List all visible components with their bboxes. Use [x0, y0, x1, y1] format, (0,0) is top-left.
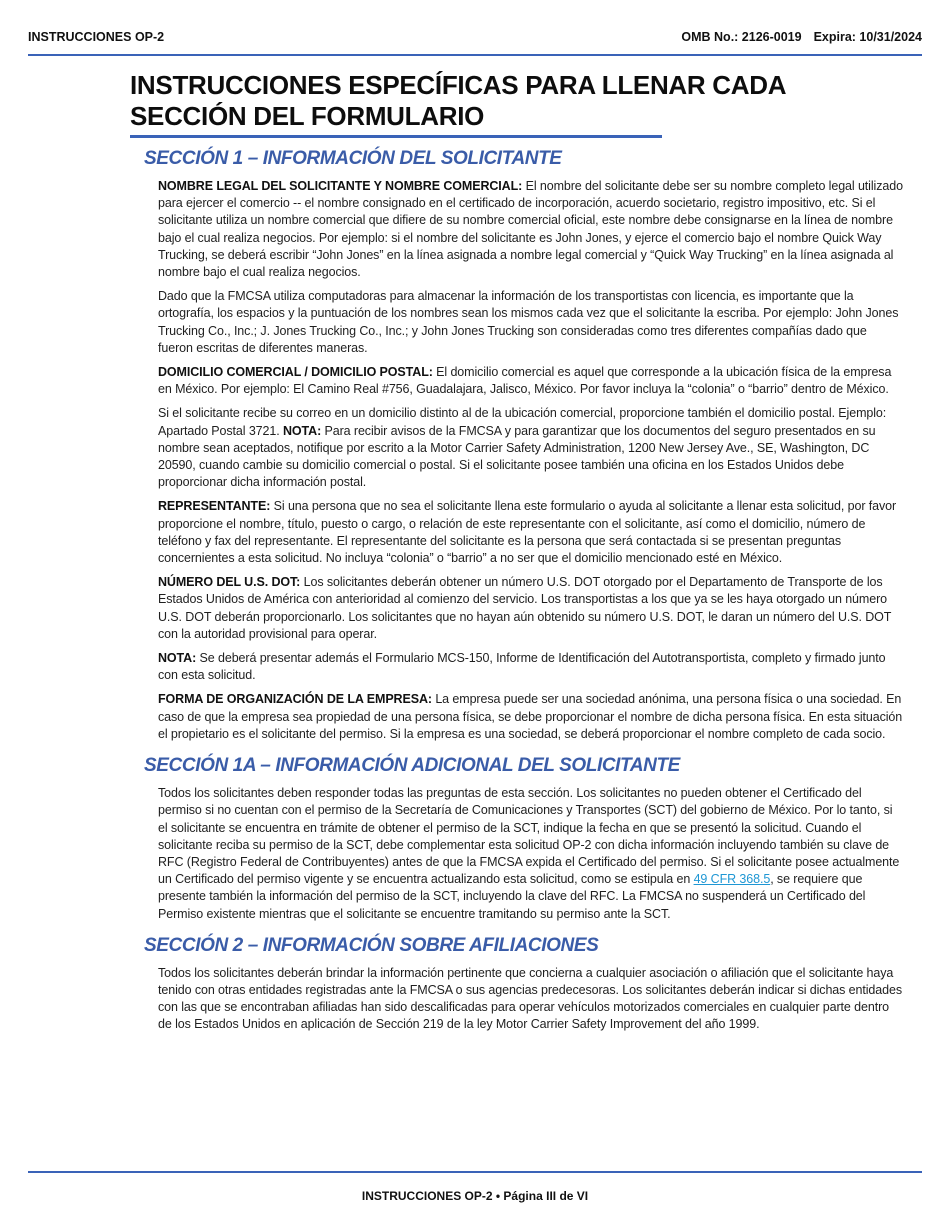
section-1a-heading: SECCIÓN 1A – INFORMACIÓN ADICIONAL DEL SOLICITANTE	[144, 755, 680, 777]
section-1-heading: SECCIÓN 1 – INFORMACIÓN DEL SOLICITANTE	[144, 148, 562, 169]
header-divider	[28, 54, 922, 56]
section-1a	[158, 785, 904, 923]
text-organization-form: La empresa puede ser una sociedad anónima, una persona física o una sociedad. En caso de que la empresa sea propiedad de una persona física, se debe proporcionar el nombre de dicha persona física. En esta situación el propietario es el solicitante del permiso. Si la empresa es una sociedad, se deberá proporcionar el nombre completo de cada socio.	[158, 692, 903, 741]
paragraph-representative	[158, 498, 904, 567]
header-expiration: Expira: 10/31/2024	[813, 30, 922, 44]
header-form-name: INSTRUCCIONES OP-2	[28, 30, 165, 44]
text-mailing-address-a: Si el solicitante recibe su correo en un domicilio distinto al de la ubicación comercial, proporcione también el domicilio postal. Ejemplo: Apartado Postal 3721.	[158, 406, 887, 438]
paragraph-legal-name	[158, 178, 904, 281]
paragraph-sct-permit	[158, 785, 904, 923]
paragraph-business-address	[158, 364, 904, 398]
label-organization-form: FORMA DE ORGANIZACIÓN DE LA EMPRESA:	[158, 692, 432, 707]
label-note-mcs150: NOTA:	[158, 651, 197, 666]
label-usdot-number: NÚMERO DEL U.S. DOT:	[158, 575, 301, 590]
label-business-address: DOMICILIO COMERCIAL / DOMICILIO POSTAL:	[158, 365, 433, 380]
label-legal-name: NOMBRE LEGAL DEL SOLICITANTE Y NOMBRE COMERCIAL:	[158, 179, 523, 193]
text-legal-name: El nombre del solicitante debe ser su nombre completo legal utilizado para ejercer el comercio -- el nombre consignado en el certificado de incorporación, acuerdo societario, registro impositivo, etc. Si el solicitante utiliza un nombre comercial que difiere de su nombre comercial oficial, este nombre debe consignarse en la línea de nombre bajo el cual realiza negocios. Por ejemplo: si el nombre del solicitante es John Jones, y ejerce el comercio bajo el nombre Quick Way Trucking, se deberá escribir “John Jones” en la línea asignada a nombre legal comercial y “Quick Way Trucking” en la línea asignada al nombre bajo el cual realiza negocios.	[158, 179, 903, 280]
text-name-consistency: Dado que la FMCSA utiliza computadoras para almacenar la información de los transportistas con licencia, es importante que la ortografía, los espacios y la puntuación de los nombres sean los mismos cada vez que el solicitante la escriba. Por ejemplo: John Jones Trucking Co., Inc.; J. Jones Trucking Co., Inc.; y John Jones Trucking son consideradas como tres diferentes compañías dado que fueron escritas de diferentes maneras.	[158, 289, 899, 355]
footer-divider	[28, 1171, 922, 1173]
text-note-mcs150: Se deberá presentar además el Formulario MCS-150, Informe de Identificación del Autotransportista, completo y firmado junto con esta solicitud.	[158, 651, 886, 683]
text-sct-permit-b: , se requiere que presente también la información del permiso de la SCT, incluyendo la clave del RFC. La FMCSA no suspenderá un Certificado del Permiso existente mientras que el solicitante se encuentre tramitando su permiso ante la SCT.	[158, 872, 866, 921]
label-note-address: NOTA:	[282, 423, 322, 438]
text-usdot-number: Los solicitantes deberán obtener un número U.S. DOT otorgado por el Departamento de Transporte de los Estados Unidos de América con anterioridad al comienzo del servicio. Los transportistas a los que ya se les haya otorgado un número U.S. DOT deberán proporcionarlo. Los solicitantes que no hayan aún obtenido su número U.S. DOT, le daran un número del U.S. DOT con la autoridad provisional para operar.	[158, 575, 892, 641]
title-underline	[130, 135, 662, 138]
header-omb-number: OMB No.: 2126-0019	[681, 30, 802, 44]
cfr-link[interactable]: 49 CFR 368.5	[693, 872, 771, 887]
label-representative: REPRESENTANTE:	[158, 499, 271, 514]
paragraph-usdot-number	[158, 574, 904, 643]
paragraph-name-consistency	[158, 288, 904, 357]
text-representative: Si una persona que no sea el solicitante llena este formulario o ayuda al solicitante a llenar esta solicitud, por favor proporcione el nombre, título, puesto o cargo, o relación de este representante con el solicitante, así como el domicilio, número de teléfono y fax del representante. El representante del solicitante es la persona que será contactada si se presentan preguntas concernientes a esta solicitud. No incluya “colonia” o “barrio” a no ser que el domicilio mencionado esté en México.	[158, 499, 897, 566]
document-body	[144, 146, 904, 1034]
section-2	[158, 965, 904, 1034]
section-1	[158, 178, 904, 743]
paragraph-affiliations	[158, 965, 904, 1034]
section-2-heading: SECCIÓN 2 – INFORMACIÓN SOBRE AFILIACIONES	[144, 934, 599, 956]
paragraph-note-mcs150	[158, 650, 904, 684]
paragraph-mailing-address	[158, 405, 904, 491]
paragraph-organization-form	[158, 691, 904, 743]
text-affiliations: Todos los solicitantes deberán brindar la información pertinente que concierna a cualquier asociación o afiliación que el solicitante haya tenido con otras entidades registradas ante la FMCSA o sus agencias predecesoras. Los solicitantes deberán indicar si dichas entidades con las que se encontraban afiliadas han sido descalificadas para operar vehículos motorizados comerciales en cualquier parte dentro de los Estados Unidos en aplicación de Sección 219 de la ley Motor Carrier Safety Improvement del año 1999.	[158, 965, 902, 1032]
page-title: INSTRUCCIONES ESPECÍFICAS PARA LLENAR CADA SECCIÓN DEL FORMULARIO	[130, 70, 786, 131]
text-mailing-address-b: Para recibir avisos de la FMCSA y para garantizar que los documentos del seguro presentados en su nombre sean aceptados, notifique por escrito a la Motor Carrier Safety Administration, 1200 New Jersey Ave., SE, Washington, DC 20590, cuando cambie su domicilio comercial o postal. Si el solicitante posee también una oficina en los Estados Unidos debe proporcionar dicha información postal.	[158, 423, 876, 490]
text-business-address: El domicilio comercial es aquel que corresponde a la ubicación física de la empresa en México. Por ejemplo: El Camino Real #756, Guadalajara, Jalisco, México. Por favor incluya la “colonia” o “barrio” dentro de México.	[158, 365, 892, 397]
page-footer: INSTRUCCIONES OP-2 • Página III de VI	[361, 1189, 589, 1203]
text-sct-permit-a: Todos los solicitantes deben responder todas las preguntas de esta sección. Los solicitantes no pueden obtener el Certificado del permiso si no cuentan con el permiso de la Secretaría de Comunicaciones y Transportes (SCT) del gobierno de México. Por lo tanto, si el solicitante se encuentra en trámite de obtener el permiso de la SCT, indique la fecha en que se presentó la solicitud. Cuando el solicitante reciba su permiso de la SCT, debe complementar esta solicitud OP-2 con dicha información incluyendo también su clave de RFC (Registro Federal de Contribuyentes) antes de que la FMCSA expida el Certificado del permiso. Si el solicitante posee actualmente un Certificado del permiso vigente y se encuentra actualizando esta solicitud, como se estipula en	[158, 786, 900, 887]
header-omb-info	[681, 30, 922, 44]
